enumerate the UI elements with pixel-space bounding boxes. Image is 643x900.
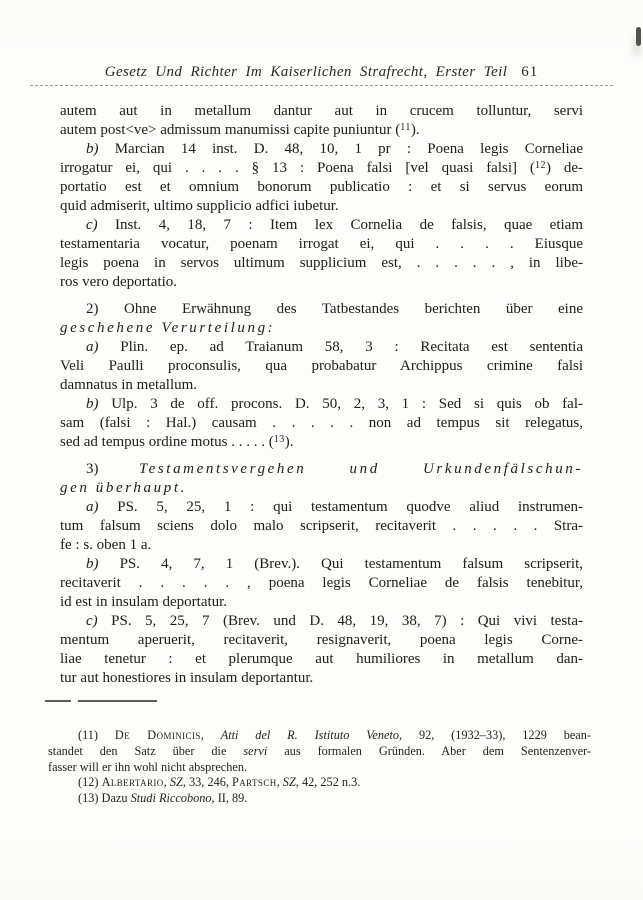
styled-text-segment: Testamentsvergehen und Urkundenfälschun- bbox=[139, 461, 583, 477]
text-line bbox=[60, 669, 583, 688]
text-line bbox=[60, 574, 583, 593]
styled-text-segment: servi bbox=[243, 743, 268, 758]
text-line bbox=[60, 235, 583, 254]
styled-text-segment: 11 bbox=[400, 122, 411, 133]
text-line bbox=[60, 140, 583, 159]
text-segment: ros vero deportatio. bbox=[60, 274, 178, 290]
text-line bbox=[60, 338, 583, 357]
header-rule bbox=[30, 85, 613, 86]
footnote-12 bbox=[48, 775, 591, 791]
text-segment: portatio est et omnium bonorum publicatio : et si servus eorum bbox=[60, 179, 583, 195]
text-segment: standet den Satz über die bbox=[48, 743, 244, 758]
text-line bbox=[60, 631, 583, 650]
text-line bbox=[48, 728, 591, 744]
para-3c-ps bbox=[60, 612, 583, 688]
text-segment: ) de- bbox=[545, 160, 584, 176]
text-line bbox=[60, 197, 583, 216]
styled-text-segment: b) bbox=[86, 556, 99, 572]
text-segment: ). bbox=[284, 434, 294, 450]
text-segment: sam (falsi : Hal.) causam . . . . . non ad tempus sit relegatus, bbox=[60, 415, 583, 431]
styled-text-segment: a) bbox=[86, 339, 99, 355]
text-segment: Inst. 4, 18, 7 : Item lex Cornelia de falsis, quae etiam bbox=[97, 217, 583, 233]
body-text bbox=[60, 102, 583, 688]
text-segment: 3) bbox=[86, 461, 140, 477]
text-segment: tum falsum sciens dolo malo scripserit, recitaverit . . . . . Stra- bbox=[60, 518, 583, 534]
text-segment: ). bbox=[410, 122, 420, 138]
styled-text-segment: De Dominicis bbox=[114, 728, 201, 742]
text-line bbox=[60, 319, 583, 338]
styled-text-segment: Partsch bbox=[232, 775, 277, 790]
text-line bbox=[48, 744, 591, 760]
styled-text-segment: c) bbox=[86, 613, 98, 629]
text-line bbox=[60, 433, 583, 452]
text-segment: autem aut in metallum dantur aut in crucem tolluntur, servi bbox=[60, 103, 583, 119]
text-line bbox=[60, 254, 583, 273]
text-segment: fasser will er ihn wohl nicht absprechen. bbox=[48, 759, 248, 774]
text-segment: PS. 4, 7, 1 (Brev.). Qui testamentum falsum scripserit, bbox=[98, 556, 583, 572]
text-segment: aus formalen Gründen. Aber dem Sentenzenver- bbox=[267, 743, 591, 758]
text-segment: recitaverit . . . . . , poena legis Corneliae de falsis tenebitur, bbox=[60, 575, 583, 591]
footnotes-block bbox=[48, 728, 591, 807]
styled-text-segment: Atti del R. Istituto Veneto bbox=[220, 728, 400, 742]
text-segment: PS. 5, 25, 1 : qui testamentum quodve aliud instrumen- bbox=[98, 499, 583, 515]
text-segment: (13) Dazu bbox=[78, 791, 131, 806]
text-line bbox=[48, 791, 591, 807]
text-segment: Plin. ep. ad Traianum 58, 3 : Recitata est sententia bbox=[98, 339, 583, 355]
text-segment: quid admiserit, ultimo supplicio adfici iubetur. bbox=[60, 198, 339, 214]
footnote-separator bbox=[45, 700, 157, 702]
para-2-heading bbox=[60, 300, 583, 338]
scan-artifact bbox=[636, 27, 641, 46]
styled-text-segment: c) bbox=[86, 217, 98, 233]
text-segment: damnatus in metallum. bbox=[60, 377, 198, 393]
text-segment: , bbox=[276, 775, 283, 790]
text-line bbox=[48, 775, 591, 791]
para-1b-marcian bbox=[60, 140, 583, 216]
styled-text-segment: b) bbox=[86, 396, 99, 412]
text-segment: (12) bbox=[78, 775, 102, 790]
para-continuation bbox=[60, 102, 583, 140]
text-segment: PS. 5, 25, 7 (Brev. und D. 48, 19, 38, 7) : Qui vivi testa- bbox=[97, 613, 583, 629]
text-line bbox=[60, 300, 583, 319]
text-segment: legis poena in servos ultimum supplicium est, . . . . . , in libe- bbox=[60, 255, 583, 271]
page-number: 61 bbox=[521, 64, 539, 80]
text-line bbox=[60, 650, 583, 669]
footnote-13 bbox=[48, 791, 591, 807]
styled-text-segment: a) bbox=[86, 499, 99, 515]
text-segment: Ulp. 3 de off. procons. D. 50, 2, 3, 1 : Sed si quis ob fal- bbox=[98, 396, 583, 412]
text-line bbox=[60, 395, 583, 414]
text-line bbox=[60, 460, 583, 479]
text-segment: (11) bbox=[78, 728, 115, 742]
running-header bbox=[60, 64, 583, 81]
text-line bbox=[60, 612, 583, 631]
para-3-heading bbox=[60, 460, 583, 498]
text-segment: mentum aperuerit, recitaverit, resignaverit, poena legis Corne- bbox=[60, 632, 583, 648]
text-line bbox=[60, 178, 583, 197]
text-line bbox=[60, 555, 583, 574]
text-segment: id est in insulam deportatur. bbox=[60, 594, 228, 610]
text-line bbox=[60, 357, 583, 376]
text-segment: fe : s. oben 1 a. bbox=[60, 537, 152, 553]
text-segment: , II, 89. bbox=[211, 791, 248, 806]
text-segment: , 33, 246, bbox=[182, 775, 233, 790]
text-segment: sed ad tempus ordine motus . . . . . ( bbox=[60, 434, 274, 450]
text-line bbox=[48, 760, 591, 776]
para-2b-ulp bbox=[60, 395, 583, 452]
text-segment: , bbox=[200, 728, 221, 742]
text-line bbox=[60, 517, 583, 536]
para-1c-inst bbox=[60, 216, 583, 292]
text-segment: Marcian 14 inst. D. 48, 10, 1 pr : Poena legis Corneliae bbox=[98, 141, 583, 157]
text-segment: , bbox=[163, 775, 170, 790]
para-3b-ps bbox=[60, 555, 583, 612]
text-segment: 2) Ohne Erwähnung des Tatbestandes berichten über eine bbox=[86, 301, 583, 317]
text-segment: irrogatur ei, qui . . . . § 13 : Poena falsi [vel quasi falsi] ( bbox=[60, 160, 535, 176]
text-line bbox=[60, 498, 583, 517]
styled-text-segment: SZ bbox=[169, 775, 183, 790]
styled-text-segment: geschehene Verurteilung: bbox=[60, 320, 276, 336]
text-segment: Veli Paulli proconsulis, qua probabatur Archippus crimine falsi bbox=[60, 358, 583, 374]
text-segment: autem post<ve> admissum manumissi capite puniuntur ( bbox=[60, 122, 401, 138]
para-3a-ps bbox=[60, 498, 583, 555]
styled-text-segment: Albertario bbox=[101, 775, 164, 790]
text-line bbox=[60, 273, 583, 292]
text-line bbox=[60, 536, 583, 555]
text-segment: tur aut honestiores in insulam deportantur. bbox=[60, 670, 314, 686]
text-line bbox=[60, 376, 583, 395]
text-segment: liae tenetur : et plerumque aut humiliores in metallum dan- bbox=[60, 651, 583, 667]
styled-text-segment: 12 bbox=[534, 160, 546, 171]
styled-text-segment: 13 bbox=[273, 434, 285, 445]
para-2a-plin bbox=[60, 338, 583, 395]
styled-text-segment: SZ bbox=[282, 775, 296, 790]
text-line bbox=[60, 479, 583, 498]
footnote-11 bbox=[48, 728, 591, 775]
header-title: Gesetz Und Richter Im Kaiserlichen Strafrecht, Erster Teil bbox=[104, 64, 508, 80]
text-line bbox=[60, 102, 583, 121]
styled-text-segment: gen überhaupt. bbox=[60, 480, 187, 496]
text-line bbox=[60, 121, 583, 140]
text-line bbox=[60, 414, 583, 433]
text-segment: , 92, (1932–33), 1229 bean- bbox=[399, 728, 592, 742]
text-line bbox=[60, 159, 583, 178]
text-segment: testamentaria vocatur, poenam irrogat ei, qui . . . . Eiusque bbox=[60, 236, 583, 252]
text-line bbox=[60, 216, 583, 235]
text-segment: , 42, 252 n.3. bbox=[295, 775, 361, 790]
text-line bbox=[60, 593, 583, 612]
styled-text-segment: Studi Riccobono bbox=[130, 791, 212, 806]
styled-text-segment: b) bbox=[86, 141, 99, 157]
